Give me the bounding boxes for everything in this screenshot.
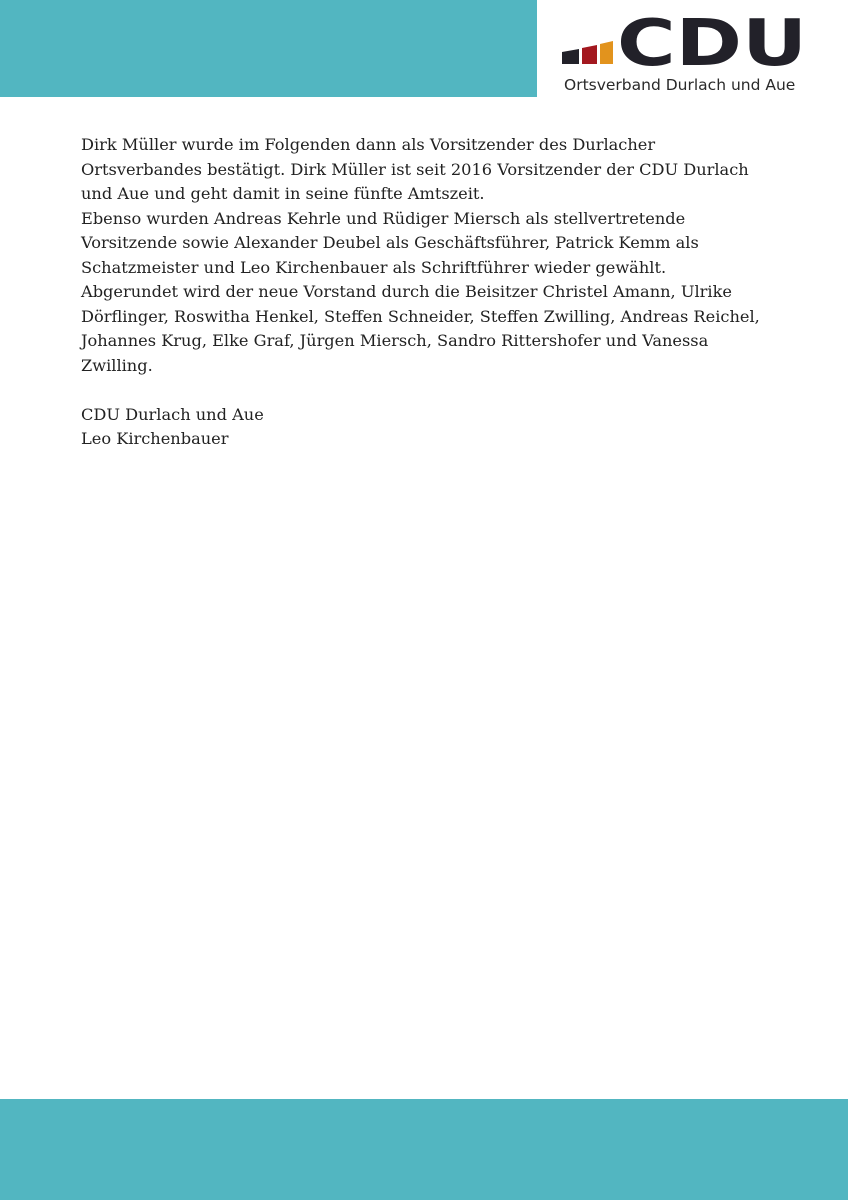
paragraph-board-officers: Ebenso wurden Andreas Kehrle und Rüdiger Miersch als stellvertretende Vorsitzende sowie Alexander Deubel als Geschäftsführer, Patrick Kemm als Schatzmeister und Leo Kirchenbauer als Schriftführer wieder gewählt. (81, 208, 699, 277)
logo-wordmark: CDU (617, 10, 807, 68)
logo-subtitle: Ortsverband Durlach und Aue (564, 76, 796, 94)
footer-band (0, 1099, 848, 1200)
cdu-logo-mark (561, 10, 809, 68)
signature-organization: CDU Durlach und Aue (81, 404, 264, 424)
paragraph-board-members: Abgerundet wird der neue Vorstand durch die Beisitzer Christel Amann, Ulrike Dörflinger, Roswitha Henkel, Steffen Schneider, Steffen Zwilling, Andreas Reichel, Johannes Krug, Elke Graf, Jürgen Miersch, Sandro Rittershofer und Vanessa Zwilling. (81, 282, 760, 375)
logo-bar-gold (600, 41, 613, 64)
paragraph-chairman: Dirk Müller wurde im Folgenden dann als Vorsitzender des Durlacher Ortsverbandes bestätigt. Dirk Müller ist seit 2016 Vorsitzender der CDU Durlach und Aue und geht damit in seine fünfte Amtszeit. (81, 135, 749, 203)
logo-bar-dark (562, 49, 579, 64)
header-band (0, 0, 537, 97)
logo-bars-icon (562, 41, 613, 64)
article-body (81, 133, 781, 452)
signature-name: Leo Kirchenbauer (81, 429, 229, 448)
cdu-logo (537, 0, 848, 97)
logo-bar-red (582, 45, 597, 64)
